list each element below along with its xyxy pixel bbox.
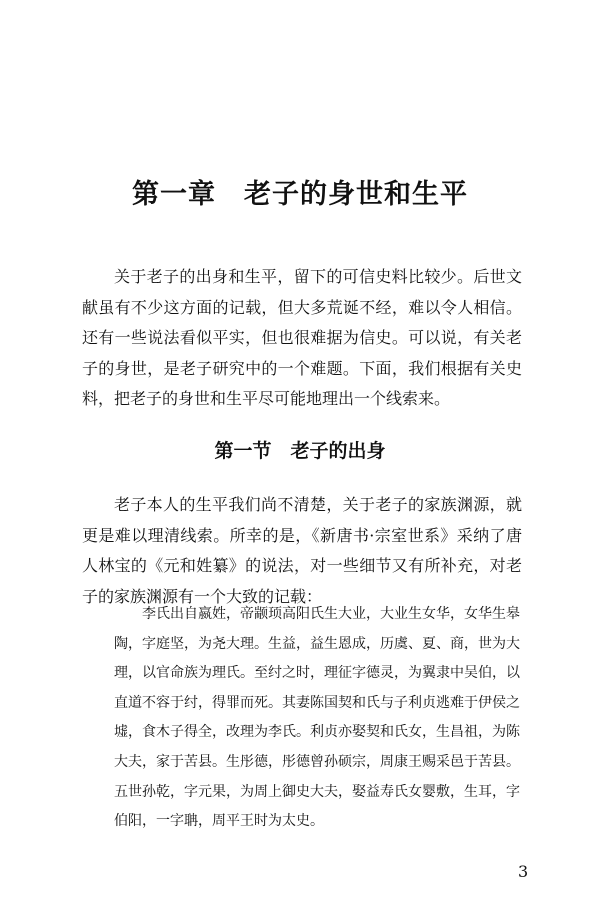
section-title: 第一节 老子的出身 — [214, 440, 386, 462]
quoted-passage: 李氏出自嬴姓，帝颛顼高阳氏生大业，大业生女华，女华生皋陶，字庭坚，为尧大理。生益，益生恩成，历虞、夏、商，世为大理，以官命族为理氏。至纣之时，理征字德灵，为翼隶中吴伯，以直道不容于纣，得罪而死。其妻陈国契和氏与子利贞逃难于伊侯之墟，食木子得全，改理为李氏。利贞亦娶契和氏女，生昌祖，为陈大夫，家于苦县。生彤德，彤德曾孙硕宗，周康王赐采邑于苦县。五世孙乾，字元果，为周上御史大夫，娶益寿氏女婴敷，生耳，字伯阳，一字聃，周平王时为太史。 — [114, 606, 520, 830]
intro-paragraph: 关于老子的出身和生平，留下的可信史料比较少。后世文献虽有不少这方面的记载，但大多荒诞不经，难以令人相信。还有一些说法看似平实，但也很难据为信史。可以说，有关老子的身世，是老子研究中的一个难题。下面，我们根据有关史料，把老子的身世和生平尽可能地理出一个线索来。 — [82, 267, 522, 408]
page-number: 3 — [518, 862, 529, 881]
body-paragraph: 老子本人的生平我们尚不清楚，关于老子的家族渊源，就更是难以理清线索。所幸的是，《新唐书·宗室世系》采纳了唐人林宝的《元和姓纂》的说法，对一些细节又有所补充，对老子的家族渊源有一个大致的记载： — [82, 495, 522, 606]
chapter-title: 第一章 老子的身世和生平 — [132, 179, 468, 210]
